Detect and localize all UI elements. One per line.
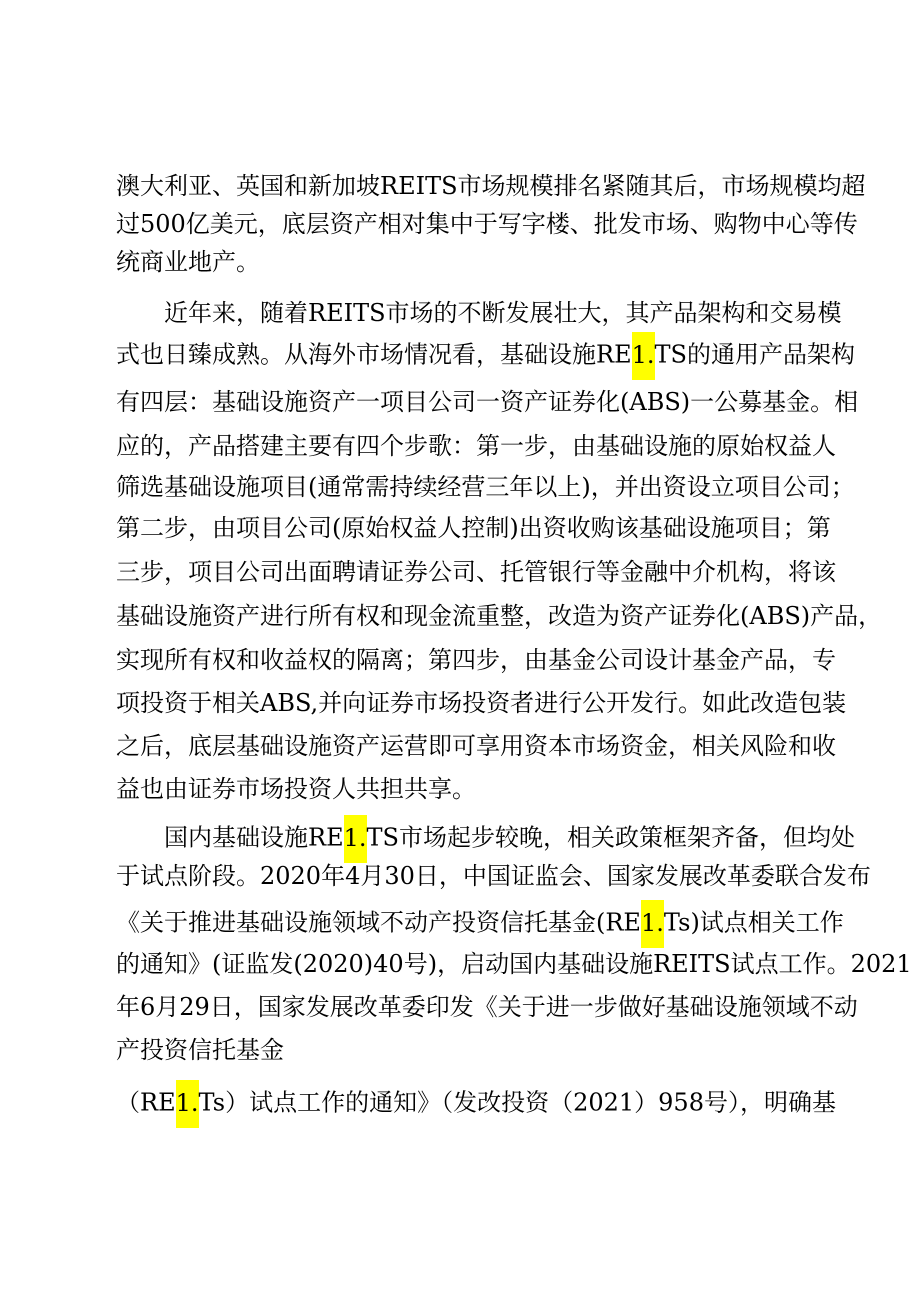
text-run: （RE [116,1088,176,1117]
text-line: 应的，产品搭建主要有四个步歌：第一步，由基础设施的原始权益人 [116,432,836,460]
text-line: 过500亿美元，底层资产相对集中于写字楼、批发市场、购物中心等传 [116,210,858,238]
highlight-mark: 1. [344,815,367,863]
text-line [116,1080,836,1128]
text-run: 《关于推进基础设施领域不动产投资信托基金(RE [116,908,641,937]
text-run: 国内基础设施RE [164,823,344,852]
text-line [116,900,844,948]
text-line: 项投资于相关ABS,并向证券市场投资者进行公开发行。如此改造包装 [116,689,847,717]
text-line: 近年来，随着REITS市场的不断发展壮大，其产品架构和交易模 [164,299,842,327]
text-line: 基础设施资产进行所有权和现金流重整，改造为资产证券化(ABS)产品， [116,602,883,630]
text-run: TS的通用产品架构 [654,340,855,369]
text-line: 于试点阶段。2020年4月30日，中国证监会、国家发展改革委联合发布 [116,862,871,890]
text-line: 益也由证券市场投资人共担共享。 [116,775,476,803]
text-line: 实现所有权和收益权的隔离；第四步，由基金公司设计基金产品，专 [116,646,836,674]
text-line: 有四层：基础设施资产一项目公司一资产证券化(ABS)一公募基金。相 [116,388,859,416]
text-line: 筛选基础设施项目(通常需持续经营三年以上)，并出资设立项目公司； [116,473,855,501]
text-line: 第二步，由项目公司(原始权益人控制)出资收购该基础设施项目；第 [116,514,831,542]
highlight-mark: 1. [632,332,655,380]
text-line: 的通知》(证监发(2020)40号)，启动国内基础设施REITS试点工作。2021 [116,950,912,978]
text-line: 产投资信托基金 [116,1036,284,1064]
text-line: 年6月29日，国家发展改革委印发《关于进一步做好基础设施领域不动 [116,993,858,1021]
highlight-mark: 1. [176,1080,199,1128]
text-line: 之后，底层基础设施资产运营即可享用资本市场资金，相关风险和收 [116,732,836,760]
text-line: 统商业地产。 [116,248,260,276]
text-line [164,815,855,863]
text-line: 三步，项目公司出面聘请证券公司、托管银行等金融中介机构，将该 [116,558,836,586]
text-run: Ts)试点相关工作 [663,908,844,937]
text-run: 式也日臻成熟。从海外市场情况看，基础设施RE [116,340,632,369]
text-run: Ts）试点工作的通知》（发改投资（2021）958号），明确基 [198,1088,836,1117]
text-line: 澳大利亚、英国和新加坡REITS市场规模排名紧随其后，市场规模均超 [116,172,866,200]
highlight-mark: 1. [641,900,664,948]
text-run: TS市场起步较晚，相关政策框架齐备，但均处 [366,823,855,852]
text-line [116,332,855,380]
